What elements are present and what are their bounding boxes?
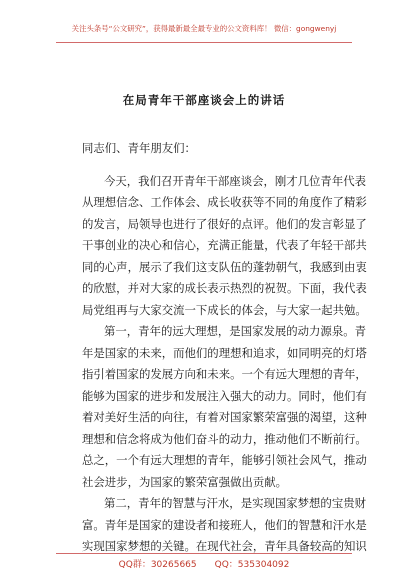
body-line: 指引着国家的发展方向和未来。一个有远大理想的青年， xyxy=(82,367,367,381)
body-line: 今天，我们召开青年干部座谈会，刚才几位青年代表 xyxy=(104,173,366,188)
body-line: 着对美好生活的向往，有着对国家繁荣富强的渴望，这种 xyxy=(82,410,367,424)
header-notice: 关注头条号“公文研究”，获得最新最全最专业的公文资料库！ 微信：gongwenyj xyxy=(71,24,337,33)
body-line: 富。青年是国家的建设者和接班人，他们的智慧和汗水是 xyxy=(82,517,367,532)
body-line: 的发言，局领导也进行了很好的点评。他们的发言彰显了 xyxy=(82,216,367,231)
body-line: 从理想信念、工作体会、成长收获等不同的角度作了精彩 xyxy=(82,195,367,209)
document-title: 在局青年干部座谈会上的讲话 xyxy=(122,93,286,107)
body-line: 同的心声，展示了我们这支队伍的蓬勃朝气，我感到由衷 xyxy=(82,259,367,274)
footer xyxy=(0,557,408,570)
footer-qq-group: QQ群：30265665 xyxy=(118,560,197,570)
body-line: 年是国家的未来，而他们的理想和追求，如同明亮的灯塔 xyxy=(82,345,367,360)
body-line: 能够为国家的进步和发展注入强大的动力。同时，他们有 xyxy=(82,388,367,403)
body-line: 第二，青年的智慧与汗水，是实现国家梦想的宝贵财 xyxy=(104,496,366,510)
header-divider xyxy=(56,42,352,43)
body-line: 总之，一个有远大理想的青年，能够引领社会风气，推动 xyxy=(82,453,367,467)
salutation-line: 同志们、青年朋友们： xyxy=(82,141,196,155)
paragraph-gap xyxy=(82,160,334,171)
body-line: 的欣慰，并对大家的成长表示热烈的祝贺。下面，我代表 xyxy=(82,281,367,295)
footer-divider xyxy=(56,553,352,554)
body-line: 理想和信念将成为他们奋斗的动力，推动他们不断前行。 xyxy=(82,431,367,446)
body-line: 第一，青年的远大理想，是国家发展的动力源泉。青 xyxy=(104,324,366,338)
body-line: 干事创业的决心和信心，充满正能量，代表了年轻干部共 xyxy=(82,238,367,252)
document-body xyxy=(82,138,367,558)
body-line: 实现国家梦想的关键。在现代社会，青年具备较高的知识 xyxy=(82,539,367,553)
body-line: 局党组再与大家交流一下成长的体会，与大家一起共勉。 xyxy=(82,302,367,317)
footer-qq-contact: QQ：535304092 xyxy=(214,560,290,570)
body-line: 社会进步，为国家的繁荣富强做出贡献。 xyxy=(82,474,288,489)
